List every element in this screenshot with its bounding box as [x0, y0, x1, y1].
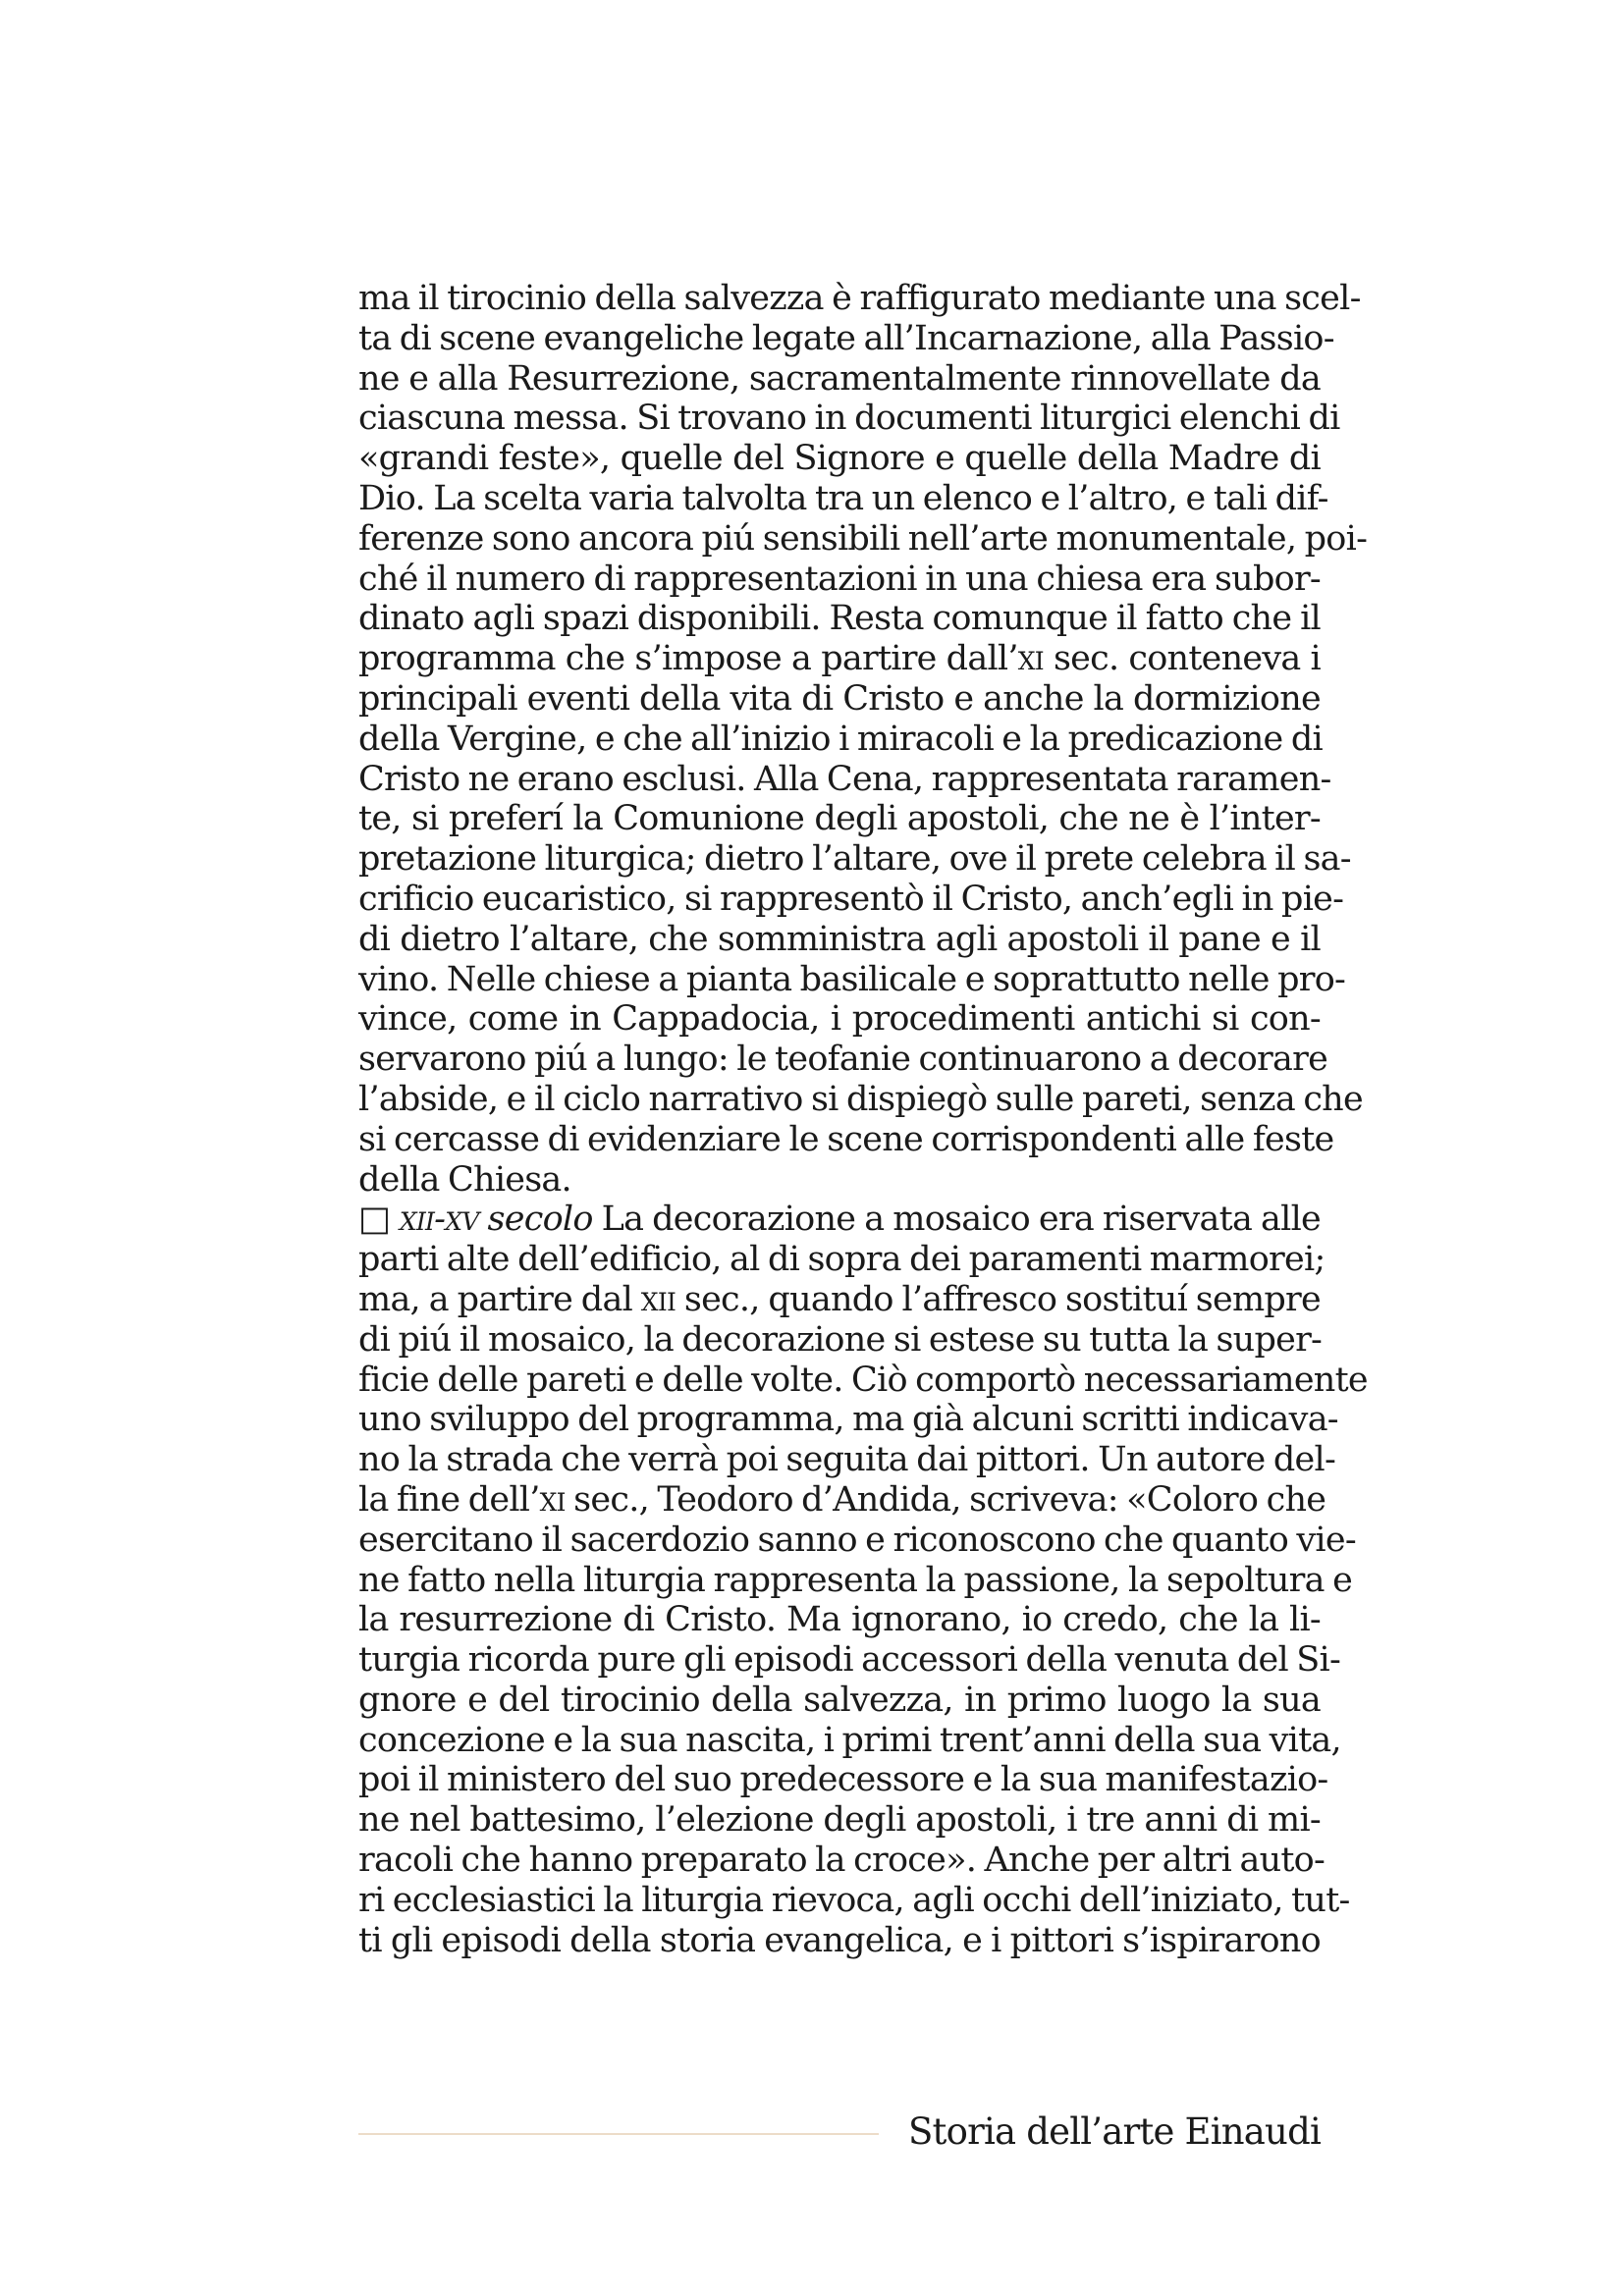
section-marker-icon: □	[358, 1200, 400, 1240]
text-line	[358, 560, 1321, 600]
text-line	[358, 1640, 1341, 1681]
text-line	[358, 679, 1321, 720]
footer-rule	[358, 2133, 879, 2135]
text-line	[358, 1160, 1321, 1201]
text-line	[358, 1800, 1321, 1841]
text-line	[358, 599, 1321, 639]
text-line	[358, 1520, 1356, 1561]
text-segment: principali eventi della vita di Cristo e anche la dormizione	[358, 678, 1321, 719]
text-line	[358, 879, 1344, 920]
text-segment: xii	[399, 1200, 435, 1240]
text-line	[358, 799, 1321, 839]
text-segment: di dietro l’altare, che somministra agli apostoli il pane e il	[358, 919, 1321, 959]
text-line	[358, 399, 1340, 439]
text-segment: dinato agli spazi disponibili. Resta comunque il fatto che il	[358, 599, 1321, 639]
text-line	[358, 1400, 1338, 1440]
text-segment: turgia ricorda pure gli episodi accessori della venuta del Si-	[358, 1640, 1341, 1681]
text-segment: secolo	[478, 1200, 593, 1240]
text-line	[358, 1880, 1350, 1921]
text-segment: pretazione liturgica; dietro l’altare, ove il prete celebra il sa-	[358, 839, 1351, 880]
text-line	[358, 439, 1321, 479]
text-line	[358, 1600, 1321, 1640]
text-line	[358, 1440, 1336, 1480]
text-segment: ma, a partire dal	[358, 1279, 641, 1319]
text-line	[358, 639, 1321, 679]
text-line	[358, 1479, 1326, 1521]
text-segment: -	[434, 1200, 446, 1240]
text-segment: no la strada che verrà poi seguita dai pittori. Un autore del-	[358, 1440, 1336, 1480]
text-line	[358, 359, 1321, 400]
text-line	[358, 1720, 1341, 1761]
text-line	[358, 478, 1328, 519]
text-segment: uno sviluppo del programma, ma già alcuni scritti indicava-	[358, 1400, 1338, 1440]
text-segment: ti gli episodi della storia evangelica, e i pittori s’ispirarono	[358, 1920, 1321, 1960]
text-line	[358, 1320, 1321, 1361]
text-segment: La decorazione a mosaico era riservata alle	[592, 1200, 1321, 1240]
text-segment: la fine dell’	[358, 1479, 540, 1520]
text-segment: sec., Teodoro d’Andida, scriveva: «Coloro che	[565, 1479, 1326, 1520]
text-segment: ne nel battesimo, l’elezione degli apostoli, i tre anni di mi-	[358, 1800, 1321, 1841]
text-line	[358, 1240, 1325, 1280]
text-segment: di piú il mosaico, la decorazione si estese su tutta la super-	[358, 1319, 1323, 1360]
text-segment: poi il ministero del suo predecessore e la sua manifestazio-	[358, 1760, 1328, 1800]
text-segment: l’abside, e il ciclo narrativo si dispiegò sulle pareti, senza che	[358, 1079, 1363, 1119]
text-segment: ne fatto nella liturgia rappresenta la passione, la sepoltura e	[358, 1560, 1353, 1600]
footer-title: Storia dell’arte Einaudi	[908, 2110, 1321, 2153]
text-segment: xi	[539, 1479, 566, 1520]
text-line	[358, 1760, 1328, 1800]
text-line	[358, 920, 1321, 960]
text-segment: crificio eucaristico, si rappresentò il Cristo, anch’egli in pie-	[358, 879, 1344, 919]
text-segment: «grandi feste», quelle del Signore e quelle della Madre di	[358, 439, 1321, 479]
text-segment: xi	[1017, 639, 1044, 679]
text-segment: ta di scene evangeliche legate all’Incarnazione, alla Passio-	[358, 318, 1334, 358]
text-line	[358, 1560, 1353, 1601]
text-line	[358, 518, 1368, 560]
text-segment: ferenze sono ancora piú sensibili nell’arte monumentale, poi-	[358, 518, 1368, 559]
text-segment: servarono piú a lungo: le teofanie continuarono a decorare	[358, 1040, 1328, 1080]
text-segment: esercitano il sacerdozio sanno e riconoscono che quanto vie-	[358, 1520, 1356, 1560]
text-segment: sec., quando l’affresco sostituí sempre	[676, 1279, 1321, 1319]
text-segment: xii	[640, 1279, 676, 1319]
body-text	[358, 279, 1368, 1960]
text-segment: ficie delle pareti e delle volte. Ciò comportò necessariamente	[358, 1360, 1368, 1400]
text-segment: vince, come in Cappadocia, i procedimenti antichi si con-	[358, 999, 1321, 1040]
text-segment: racoli che hanno preparato la croce». Anche per altri auto-	[358, 1841, 1325, 1881]
text-segment: vino. Nelle chiese a pianta basilicale e soprattutto nelle pro-	[358, 959, 1346, 999]
text-line	[358, 720, 1321, 760]
text-segment: programma che s’impose a partire dall’	[358, 639, 1018, 679]
text-line	[358, 318, 1334, 359]
text-segment: ri ecclesiastici la liturgia rievoca, agli occhi dell’iniziato, tut-	[358, 1880, 1350, 1920]
text-segment: della Vergine, e che all’inizio i miracoli e la predicazione di	[358, 719, 1323, 759]
text-segment: Dio. La scelta varia talvolta tra un elenco e l’altro, e tali dif-	[358, 478, 1328, 518]
text-segment: ciascuna messa. Si trovano in documenti liturgici elenchi di	[358, 399, 1340, 439]
text-segment: ché il numero di rappresentazioni in una chiesa era subor-	[358, 559, 1321, 599]
text-segment: della Chiesa.	[358, 1159, 571, 1200]
text-segment: gnore e del tirocinio della salvezza, in primo luogo la sua	[358, 1680, 1321, 1720]
text-line	[358, 1360, 1368, 1401]
text-line	[358, 1280, 1321, 1320]
text-line	[358, 1079, 1363, 1120]
text-segment: la resurrezione di Cristo. Ma ignorano, io credo, che la li-	[358, 1600, 1321, 1640]
text-line	[358, 1040, 1328, 1080]
text-segment: si cercasse di evidenziare le scene corrispondenti alle feste	[358, 1119, 1334, 1159]
text-segment: Cristo ne erano esclusi. Alla Cena, rappresentata raramen-	[358, 759, 1331, 799]
text-line	[358, 1119, 1334, 1160]
text-line	[358, 279, 1361, 319]
text-segment: ma il tirocinio della salvezza è raffigurato mediante una scel-	[358, 279, 1361, 318]
text-segment: sec. conteneva i	[1043, 639, 1321, 679]
text-line	[358, 839, 1351, 880]
text-line	[358, 1841, 1325, 1881]
text-segment: concezione e la sua nascita, i primi trent’anni della sua vita,	[358, 1720, 1341, 1760]
text-line	[358, 1681, 1321, 1721]
text-segment: xv	[445, 1200, 479, 1240]
text-line	[358, 1200, 1321, 1240]
text-segment: parti alte dell’edificio, al di sopra dei paramenti marmorei;	[358, 1240, 1325, 1280]
text-line	[358, 759, 1331, 800]
text-line	[358, 1921, 1321, 1961]
text-segment: te, si preferí la Comunione degli apostoli, che ne è l’inter-	[358, 799, 1321, 839]
text-line	[358, 959, 1346, 1000]
text-line	[358, 999, 1321, 1040]
text-segment: ne e alla Resurrezione, sacramentalmente rinnovellate da	[358, 358, 1321, 399]
